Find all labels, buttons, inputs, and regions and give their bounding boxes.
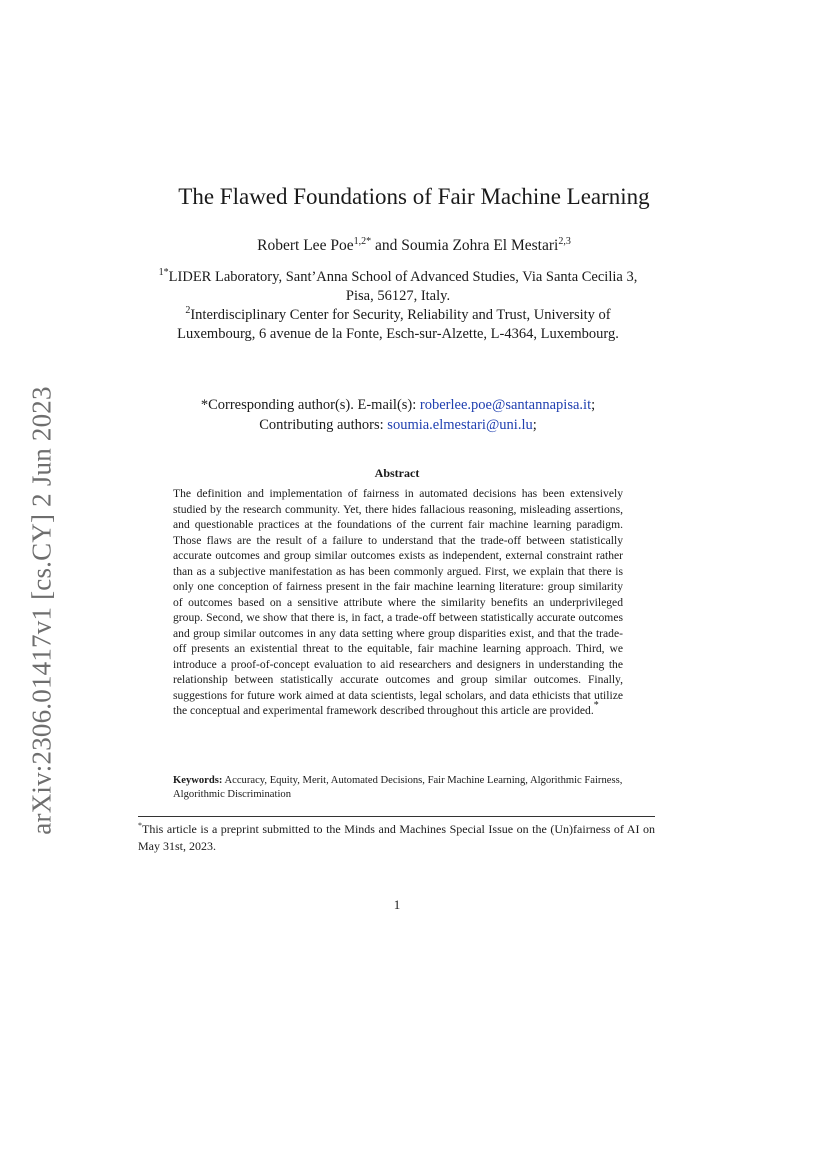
contributing-authors-line: [150, 416, 646, 436]
author-2-affil-marker: 2,3: [558, 236, 571, 247]
affiliation-2-marker: 2: [185, 305, 191, 316]
arxiv-stamp-text: arXiv:2306.01417v1 [cs.CY] 2 Jun 2023: [26, 385, 57, 835]
contributing-email-link[interactable]: soumia.elmestari@uni.lu: [387, 416, 533, 433]
corresponding-label: *Corresponding author(s). E-mail(s):: [200, 397, 420, 413]
footnote: [138, 821, 655, 854]
affiliation-1-text: LIDER Laboratory, Sant’Anna School of Advanced Studies, Via Santa Cecilia 3, Pisa, 56127, Italy.: [168, 269, 638, 304]
keywords: [173, 774, 623, 802]
contributing-label: Contributing authors:: [259, 416, 388, 433]
author-connector: and: [371, 237, 402, 254]
affiliation-2: [150, 306, 646, 344]
keywords-text: Accuracy, Equity, Merit, Automated Decisions, Fair Machine Learning, Algorithmic Fairness, Algorithmic Discrimination: [173, 775, 623, 800]
paper-title: The Flawed Foundations of Fair Machine Learning: [178, 184, 650, 209]
footnote-rule: [138, 816, 655, 817]
contributing-suffix: ;: [532, 416, 537, 433]
author-1: Robert Lee Poe: [257, 237, 354, 254]
abstract-footnote-marker: *: [593, 700, 599, 711]
footnote-text: This article is a preprint submitted to the Minds and Machines Special Issue on the (Un)fairness of AI on May 31st, 2023.: [138, 822, 655, 853]
abstract-body: [173, 486, 623, 719]
abstract-text: The definition and implementation of fairness in automated decisions has been extensively studied by the research community. Yet, there hides fallacious reasoning, misleading assertions, and questionable practices at the foundations of the current fair machine learning paradigm. Those flaws are the result of a failure to understand that the trade-off between statistically accurate outcomes and group similar outcomes exists as independent, external constraint rather than as a subjective manifestation as has been commonly argued. First, we explain that there is only one conception of fairness present in the fair machine learning literature: group similarity of outcomes based on a sensitive attribute where the similarity benefits an underprivileged group. Second, we show that there is, in fact, a trade-off between statistically accurate outcomes and group similar outcomes in any data setting where group disparities exist, and that the trade-off presents an existential threat to the equitable, fair machine learning approach. Third, we introduce a proof-of-concept evaluation to aid researchers and designers in understanding the relationship between statistically accurate outcomes and group similar outcomes. Finally, suggestions for future work aimed at data scientists, legal scholars, and data ethicists that utilize the conceptual and experimental framework described throughout this article are provided.: [173, 487, 623, 717]
affiliations: [150, 268, 646, 344]
page-number: 1: [393, 897, 401, 912]
arxiv-stamp: [18, 380, 66, 840]
correspondence: [150, 396, 646, 435]
affiliation-1: [150, 268, 646, 306]
author-1-affil-marker: 1,2*: [353, 236, 372, 247]
affiliation-2-text: Interdisciplinary Center for Security, Reliability and Trust, University of Luxembourg, 6 avenue de la Fonte, Esch-sur-Alzette, L-4364, Luxembourg.: [177, 307, 619, 342]
author-line: [0, 237, 828, 255]
affiliation-1-marker: 1*: [158, 267, 169, 278]
corresponding-suffix: ;: [591, 397, 596, 413]
corresponding-email-link[interactable]: roberlee.poe@santannapisa.it: [419, 397, 592, 413]
abstract-heading: Abstract: [374, 466, 420, 480]
footnote-marker: *: [138, 821, 142, 830]
author-2: Soumia Zohra El Mestari: [401, 237, 559, 254]
corresponding-author-line: [150, 396, 646, 416]
keywords-label: Keywords:: [173, 775, 223, 786]
